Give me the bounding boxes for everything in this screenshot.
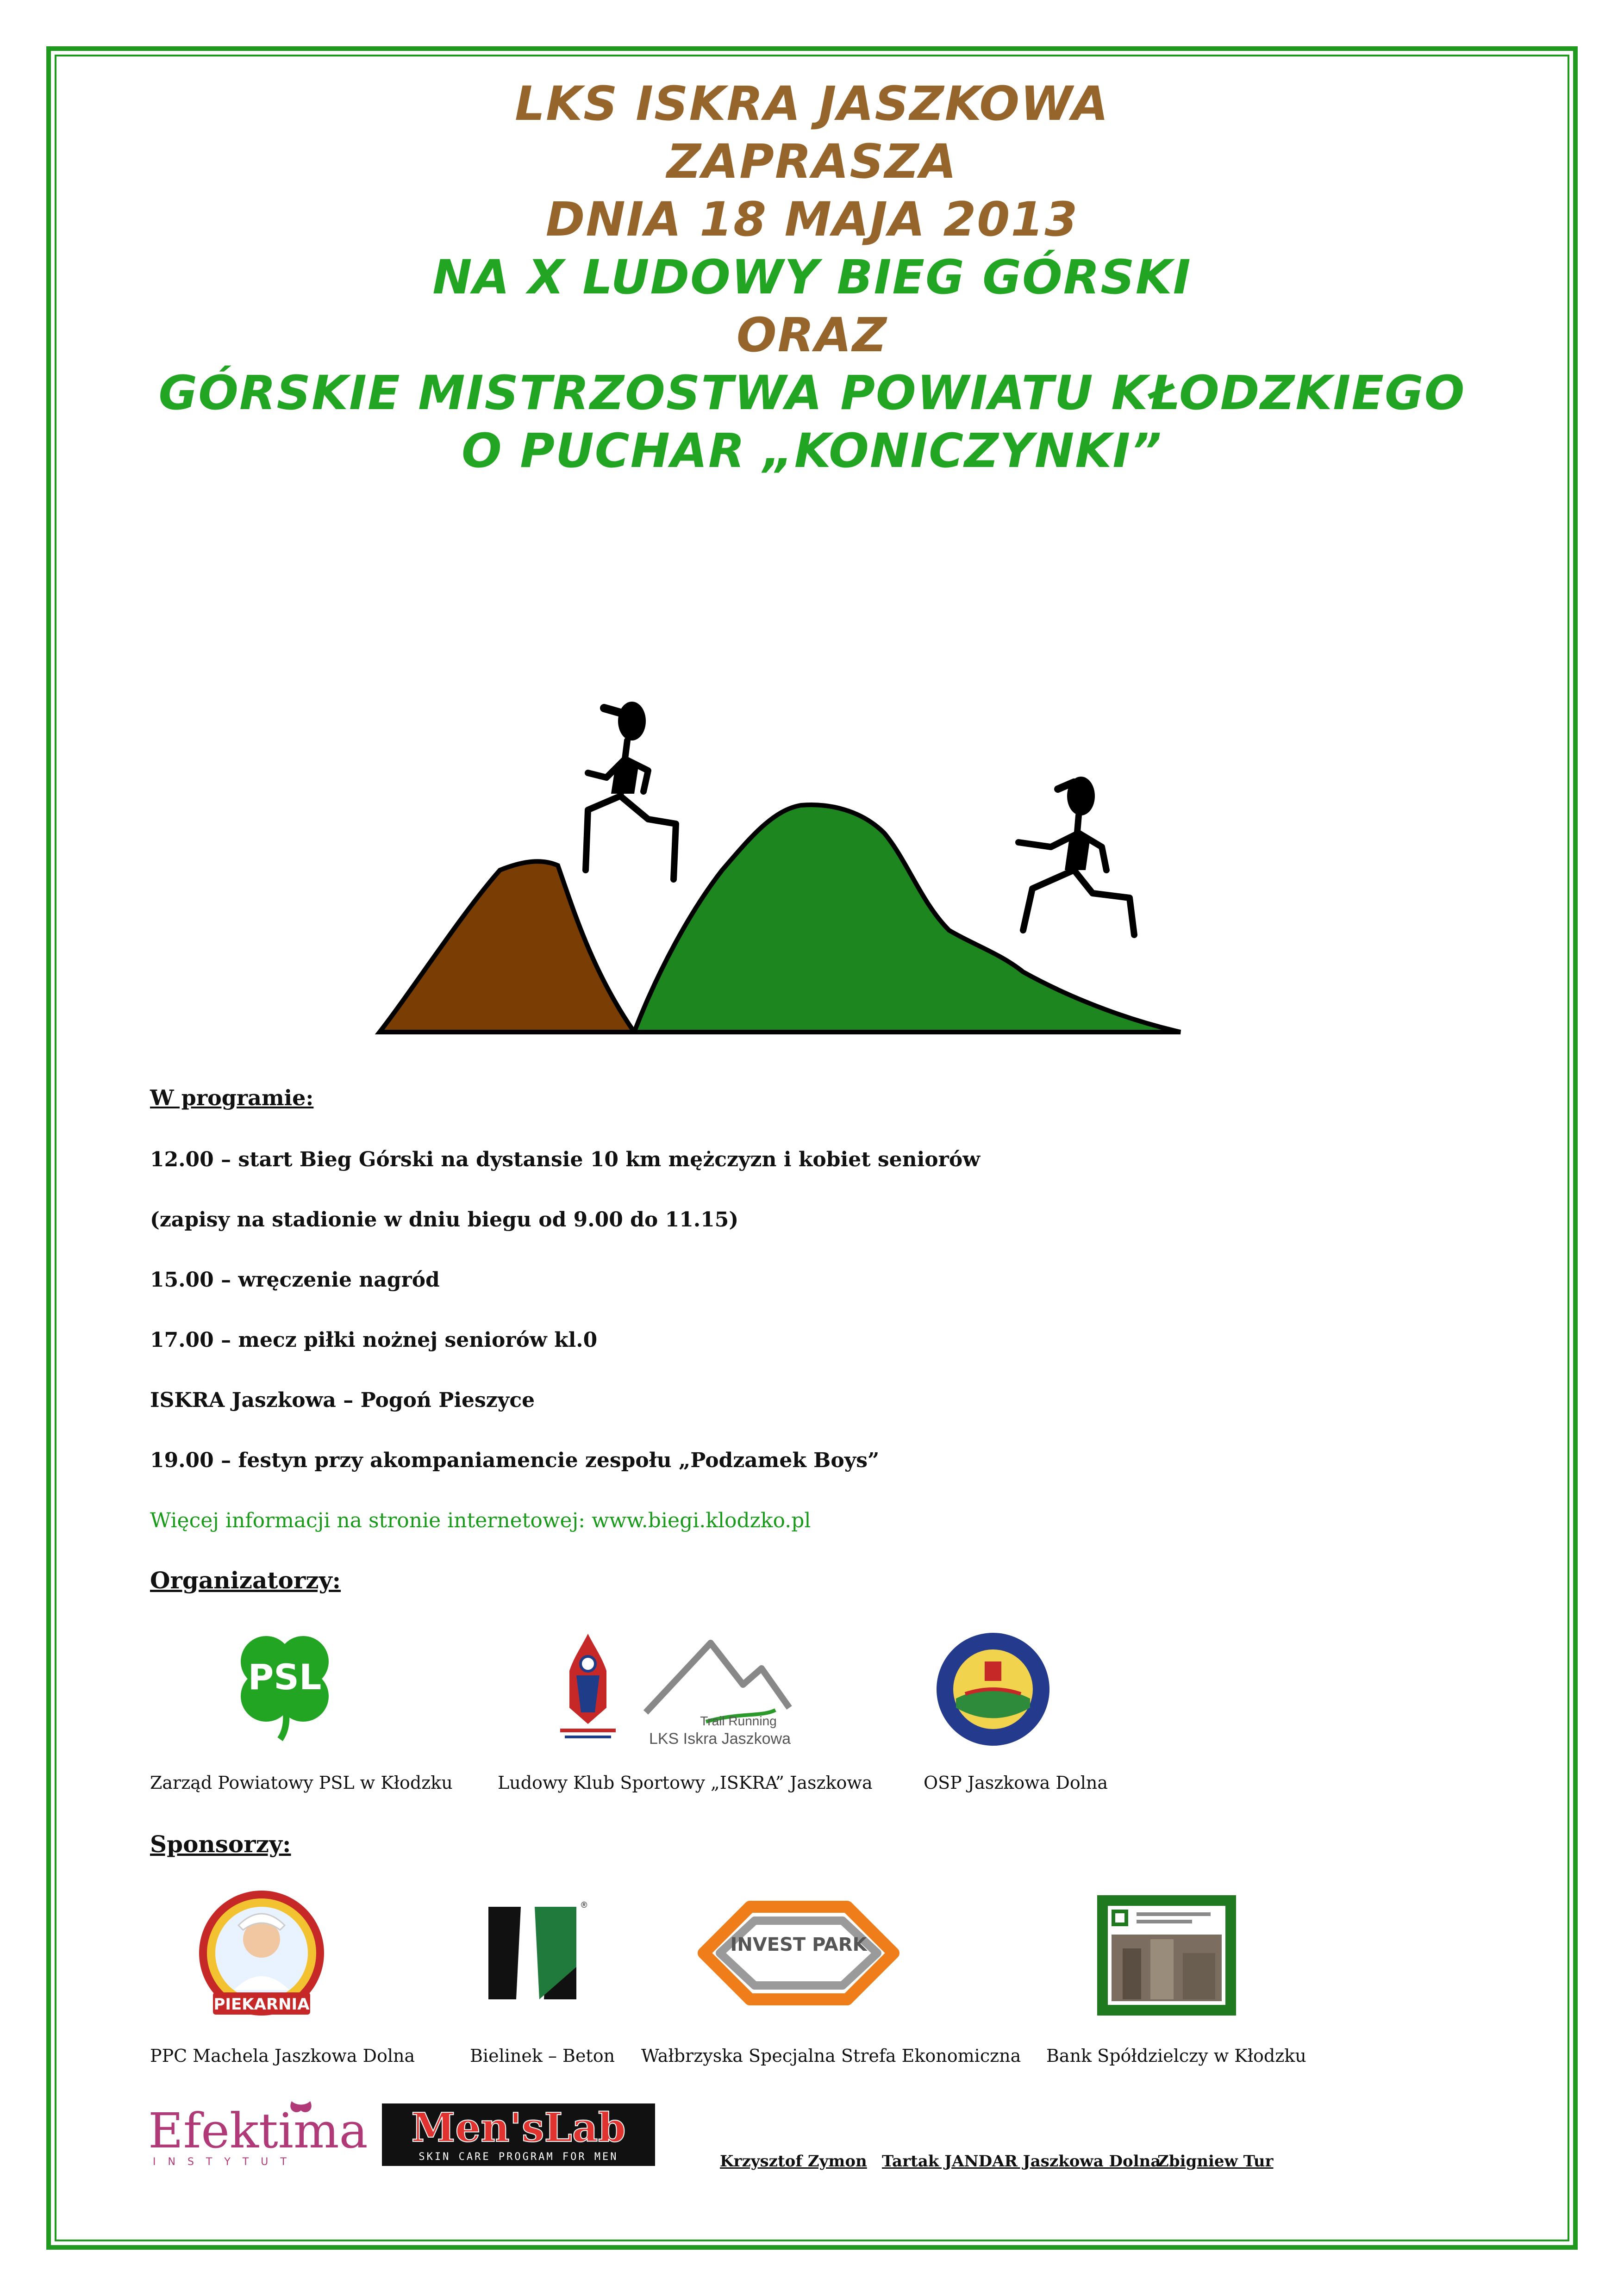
program-item: 17.00 – mecz piłki nożnej seniorów kl.0 [150, 1328, 598, 1352]
organizer-name: Zarząd Powiatowy PSL w Kłodzku [150, 1773, 453, 1793]
header-championship: GÓRSKIE MISTRZOSTWA POWIATU KŁODZKIEGO [158, 366, 1466, 421]
program-item: (zapisy na stadionie w dniu biegu od 9.00 do 11.15) [150, 1208, 739, 1232]
program-item: 12.00 – start Bieg Górski na dystansie 10 km mężczyzn i kobiet seniorów [150, 1148, 981, 1171]
header-invites: ZAPRASZA [667, 134, 957, 189]
sponsor-name: PPC Machela Jaszkowa Dolna [150, 2046, 415, 2066]
psl-clover-logo [234, 1634, 336, 1740]
program-title: W programie: [150, 1085, 314, 1110]
header-event: NA X LUDOWY BIEG GÓRSKI [432, 250, 1192, 305]
header-date: DNIA 18 MAJA 2013 [545, 192, 1079, 247]
sponsor-name: Bielinek – Beton [470, 2046, 615, 2066]
sponsor-person: Tartak JANDAR Jaszkowa Dolna [882, 2152, 1161, 2171]
menslab-text: Men'sLab [411, 2104, 626, 2151]
jaszkowa-dolna-emblem [933, 1629, 1053, 1749]
organizer-name: Ludowy Klub Sportowy „ISKRA” Jaszkowa [498, 1773, 873, 1793]
instytut-text: INSTYTUT [153, 2156, 299, 2168]
iskra-crest-logo [551, 1629, 625, 1745]
runner-left-icon [586, 702, 676, 879]
organizers-title: Organizatorzy: [150, 1567, 341, 1594]
sponsor-person: Krzysztof Zymon [720, 2152, 867, 2171]
mountain-runners-illustration [370, 694, 1194, 1046]
program-item: ISKRA Jaszkowa – Pogoń Pieszyce [150, 1388, 535, 1412]
sponsor-name: Bank Spółdzielczy w Kłodzku [1046, 2046, 1306, 2066]
sponsors-title: Sponsorzy: [150, 1830, 291, 1858]
piekarnia-text: PIEKARNIA [213, 1995, 310, 2014]
bielinek-beton-logo [484, 1898, 586, 2004]
invest-park-text: INVEST PARK [730, 1934, 867, 1955]
more-info-link[interactable]: Więcej informacji na stronie internetowej: www.biegi.klodzko.pl [150, 1509, 811, 1532]
machela-bakery-logo [194, 1888, 329, 2022]
efektima-logo [148, 2097, 368, 2171]
invest-park-logo [694, 1898, 898, 2009]
efektima-text: Efektima [148, 2103, 368, 2159]
runner-right-icon [1018, 777, 1134, 935]
registered-icon: ® [581, 1900, 587, 1910]
menslab-sub-text: SKIN CARE PROGRAM FOR MEN [418, 2151, 618, 2163]
trail-running-logo [637, 1629, 803, 1749]
menslab-logo [382, 2103, 655, 2166]
lks-iskra-text: LKS Iskra Jaszkowa [649, 1730, 791, 1748]
trail-running-text: Trail Running [700, 1714, 777, 1728]
program-item: 19.00 – festyn przy akompaniamencie zespołu „Podzamek Boys” [150, 1449, 880, 1472]
brown-hill [380, 861, 634, 1032]
header-and: ORAZ [736, 308, 888, 363]
program-item: 15.00 – wręczenie nagród [150, 1268, 440, 1292]
green-hill [634, 805, 1181, 1032]
header-club: LKS ISKRA JASZKOWA [515, 76, 1109, 131]
psl-logo-text: PSL [248, 1656, 322, 1698]
organizer-name: OSP Jaszkowa Dolna [924, 1773, 1108, 1793]
header-cup: O PUCHAR „KONICZYNKI” [462, 423, 1162, 479]
bank-spoldzielczy-logo [1095, 1893, 1238, 2018]
sponsor-name: Wałbrzyska Specjalna Strefa Ekonomiczna [641, 2046, 1021, 2066]
sponsor-person: Zbigniew Tur [1157, 2152, 1274, 2171]
